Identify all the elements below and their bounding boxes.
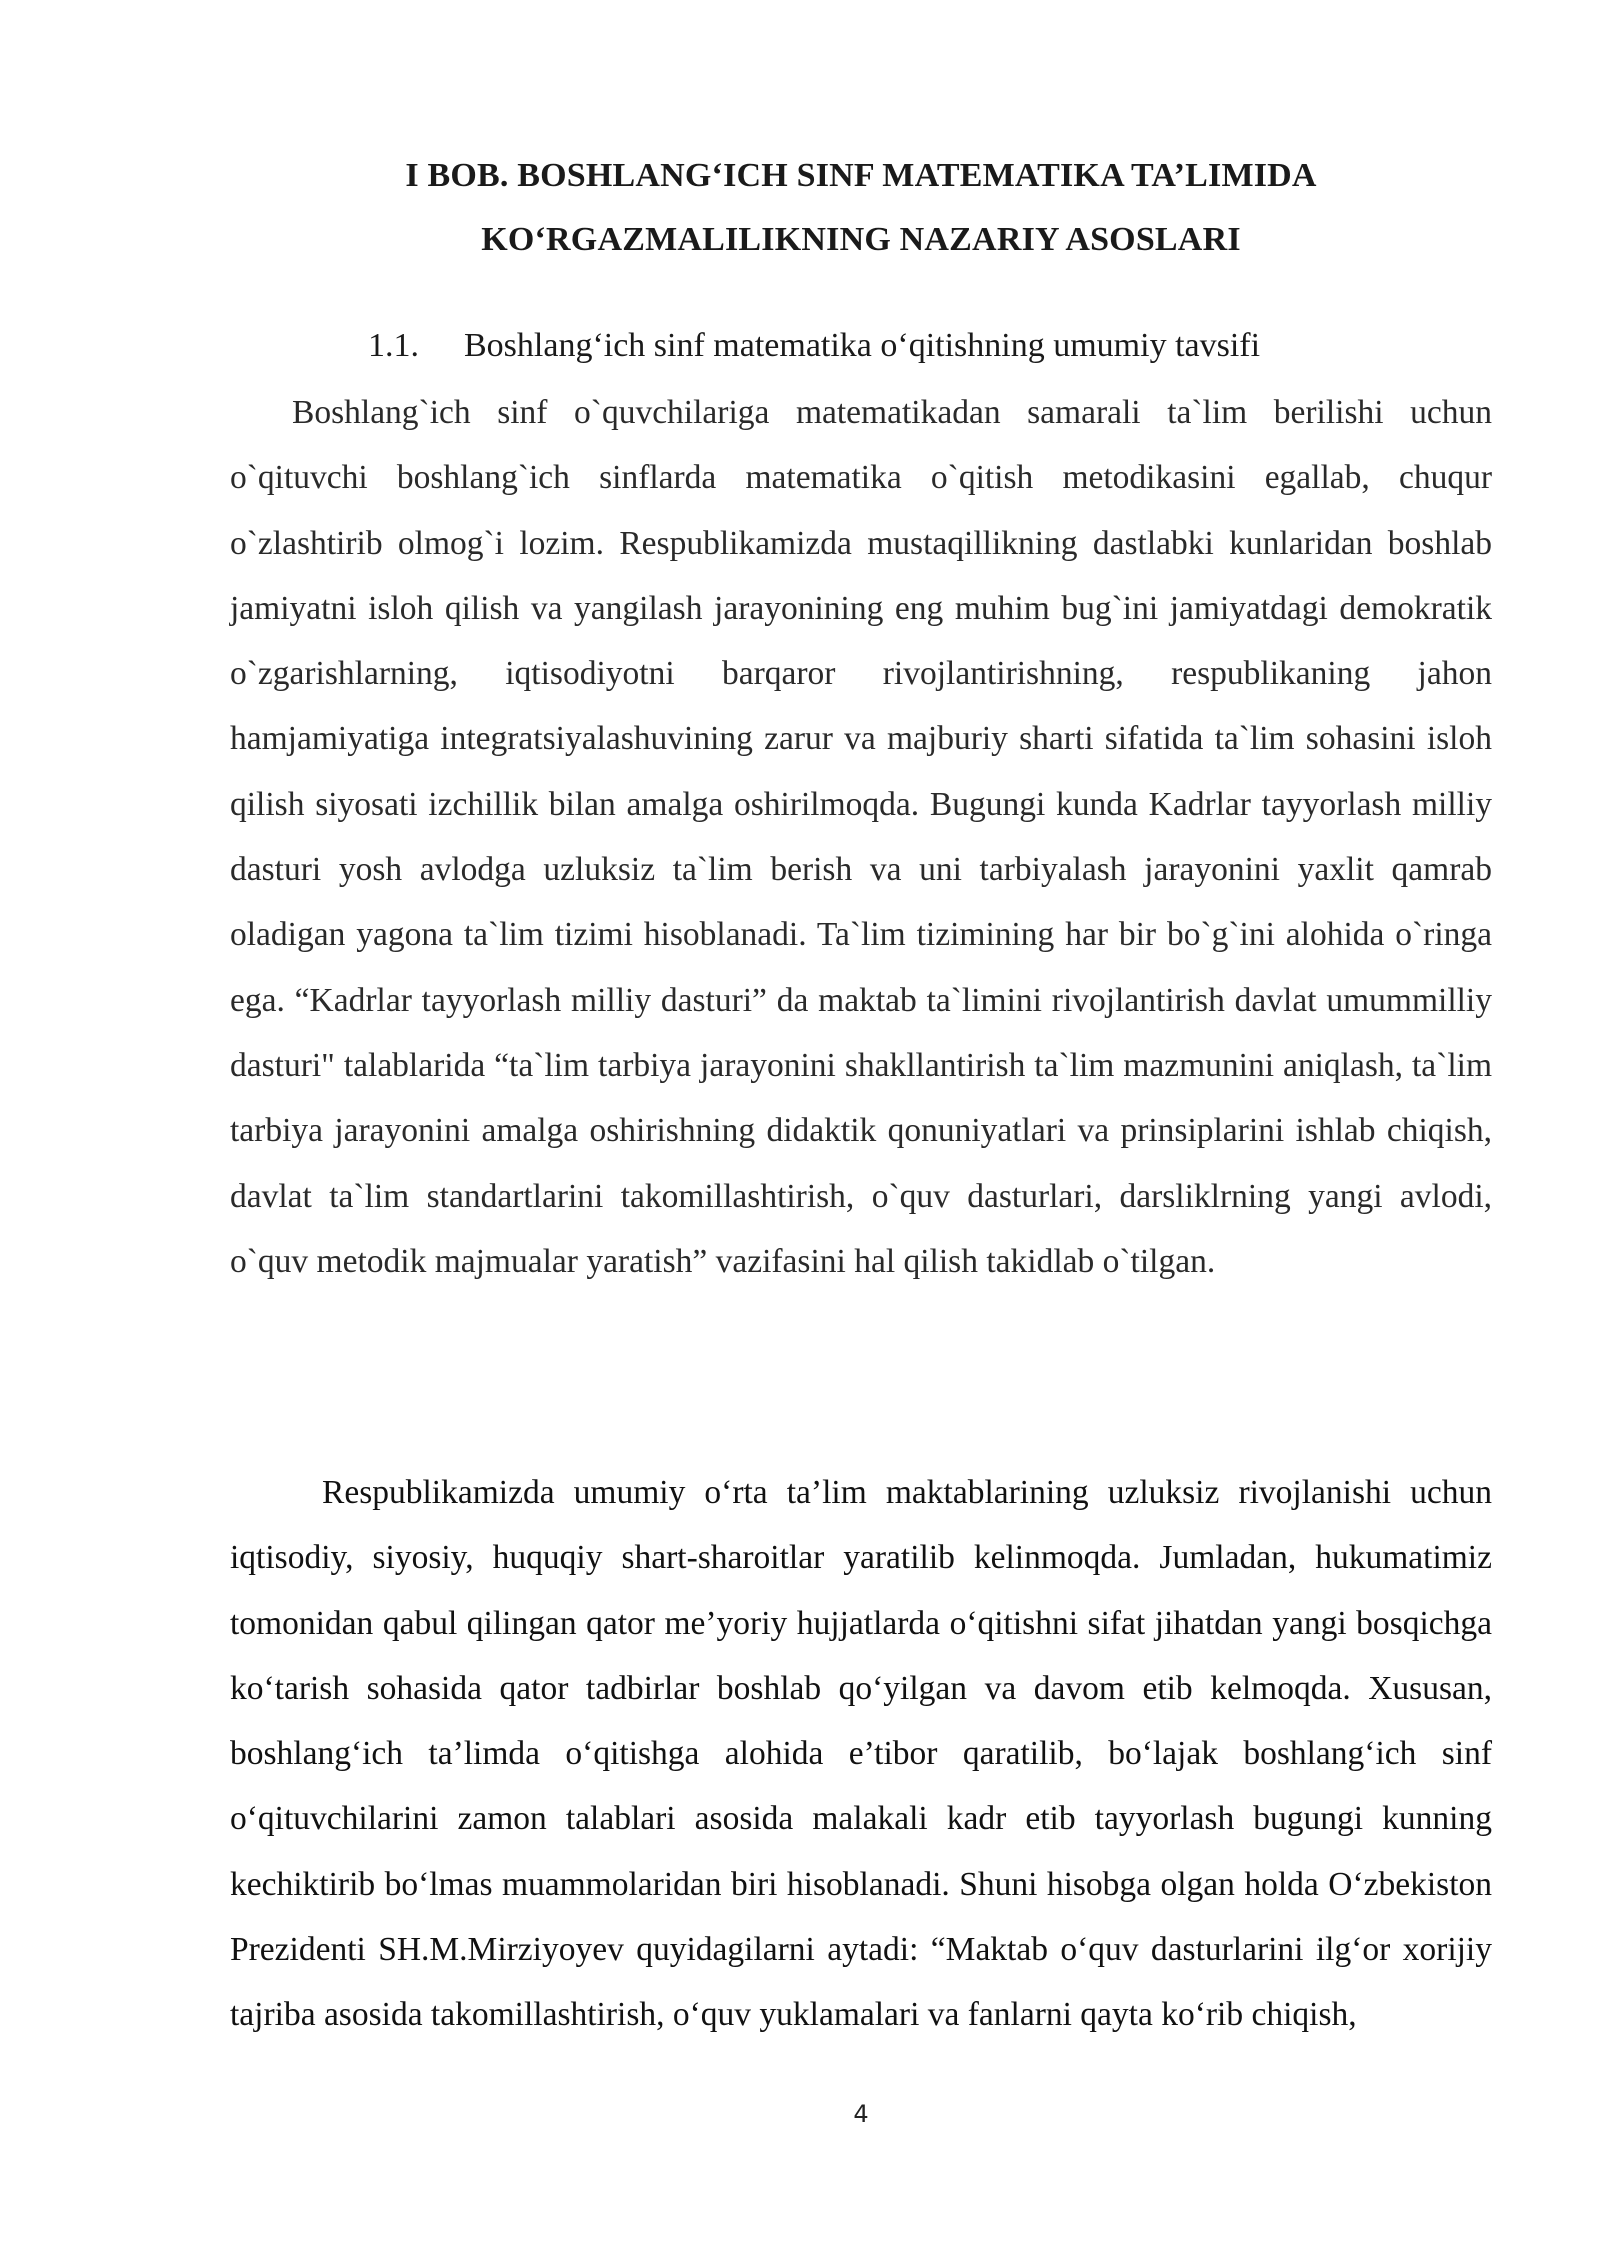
body-paragraph: Respublikamizda umumiy o‘rta ta’lim maktablarining uzluksiz rivojlanishi uchun iqtisodiy, siyosiy, huquqiy shart-sharoitlar yaratilib kelinmoqda. Jumladan, hukumatimiz tomonidan qabul qilingan qator me’yoriy hujjatlarda o‘qitishni sifat jihatdan yangi bosqichga ko‘tarish sohasida qator tadbirlar boshlab qo‘yilgan va davom etib kelmoqda. Xususan, boshlang‘ich ta’limda o‘qitishga alohida e’tibor qaratilib, bo‘lajak boshlang‘ich sinf o‘qituvchilarini zamon talablari asosida malakali kadr etib tayyorlash bugungi kunning kechiktirib bo‘lmas muammolaridan biri hisoblanadi. Shuni hisobga olgan holda O‘zbekiston Prezidenti SH.M.Mirziyoyev quyidagilarni aytadi: “Maktab o‘quv dasturlarini ilg‘or xorijiy tajriba asosida takomillashtirish, o‘quv yuklamalari va fanlarni qayta ko‘rib chiqish, [230,1474,1492,2034]
section-title: Boshlang‘ich sinf matematika o‘qitishning umumiy tavsifi [464,327,1261,364]
section-heading [368,326,1260,366]
page-number: 4 [853,2100,869,2128]
section-number: 1.1. [368,327,419,364]
chapter-title-line-1: I BOB. BOSHLANG‘ICH SINF MATEMATIKA TA’LIMIDA [405,157,1317,194]
chapter-title-line-2: KO‘RGAZMALILIKNING NAZARIY ASOSLARI [481,221,1241,258]
body-paragraph: Boshlang`ich sinf o`quvchilariga matematikadan samarali ta`lim berilishi uchun o`qituvchi boshlang`ich sinflarda matematika o`qitish metodikasini egallab, chuqur o`zlashtirib olmog`i lozim. Respublikamizda mustaqillikning dastlabki kunlaridan boshlab jamiyatni isloh qilish va yangilash jarayonining eng muhim bug`ini jamiyatdagi demokratik o`zgarishlarning, iqtisodiyotni barqaror rivojlantirishning, respublikaning jahon hamjamiyatiga integratsiyalashuvining zarur va majburiy sharti sifatida ta`lim sohasini isloh qilish siyosati izchillik bilan amalga oshirilmoqda. Bugungi kunda Kadrlar tayyorlash milliy dasturi yosh avlodga uzluksiz ta`lim berish va uni tarbiyalash jarayonini yaxlit qamrab oladigan yagona ta`lim tizimi hisoblanadi. Ta`lim tizimining har bir bo`g`ini alohida o`ringa ega. “Kadrlar tayyorlash milliy dasturi” da maktab ta`limini rivojlantirish davlat umummilliy dasturi" talablarida “ta`lim tarbiya jarayonini shakllantirish ta`lim mazmunini aniqlash, ta`lim tarbiya jarayonini amalga oshirishning didaktik qonuniyatlari va prinsiplarini ishlab chiqish, davlat ta`lim standartlarini takomillashtirish, o`quv dasturlari, darsliklrning yangi avlodi, o`quv metodik majmualar yaratish” vazifasini hal qilish takidlab o`tilgan. [230,394,1492,1280]
